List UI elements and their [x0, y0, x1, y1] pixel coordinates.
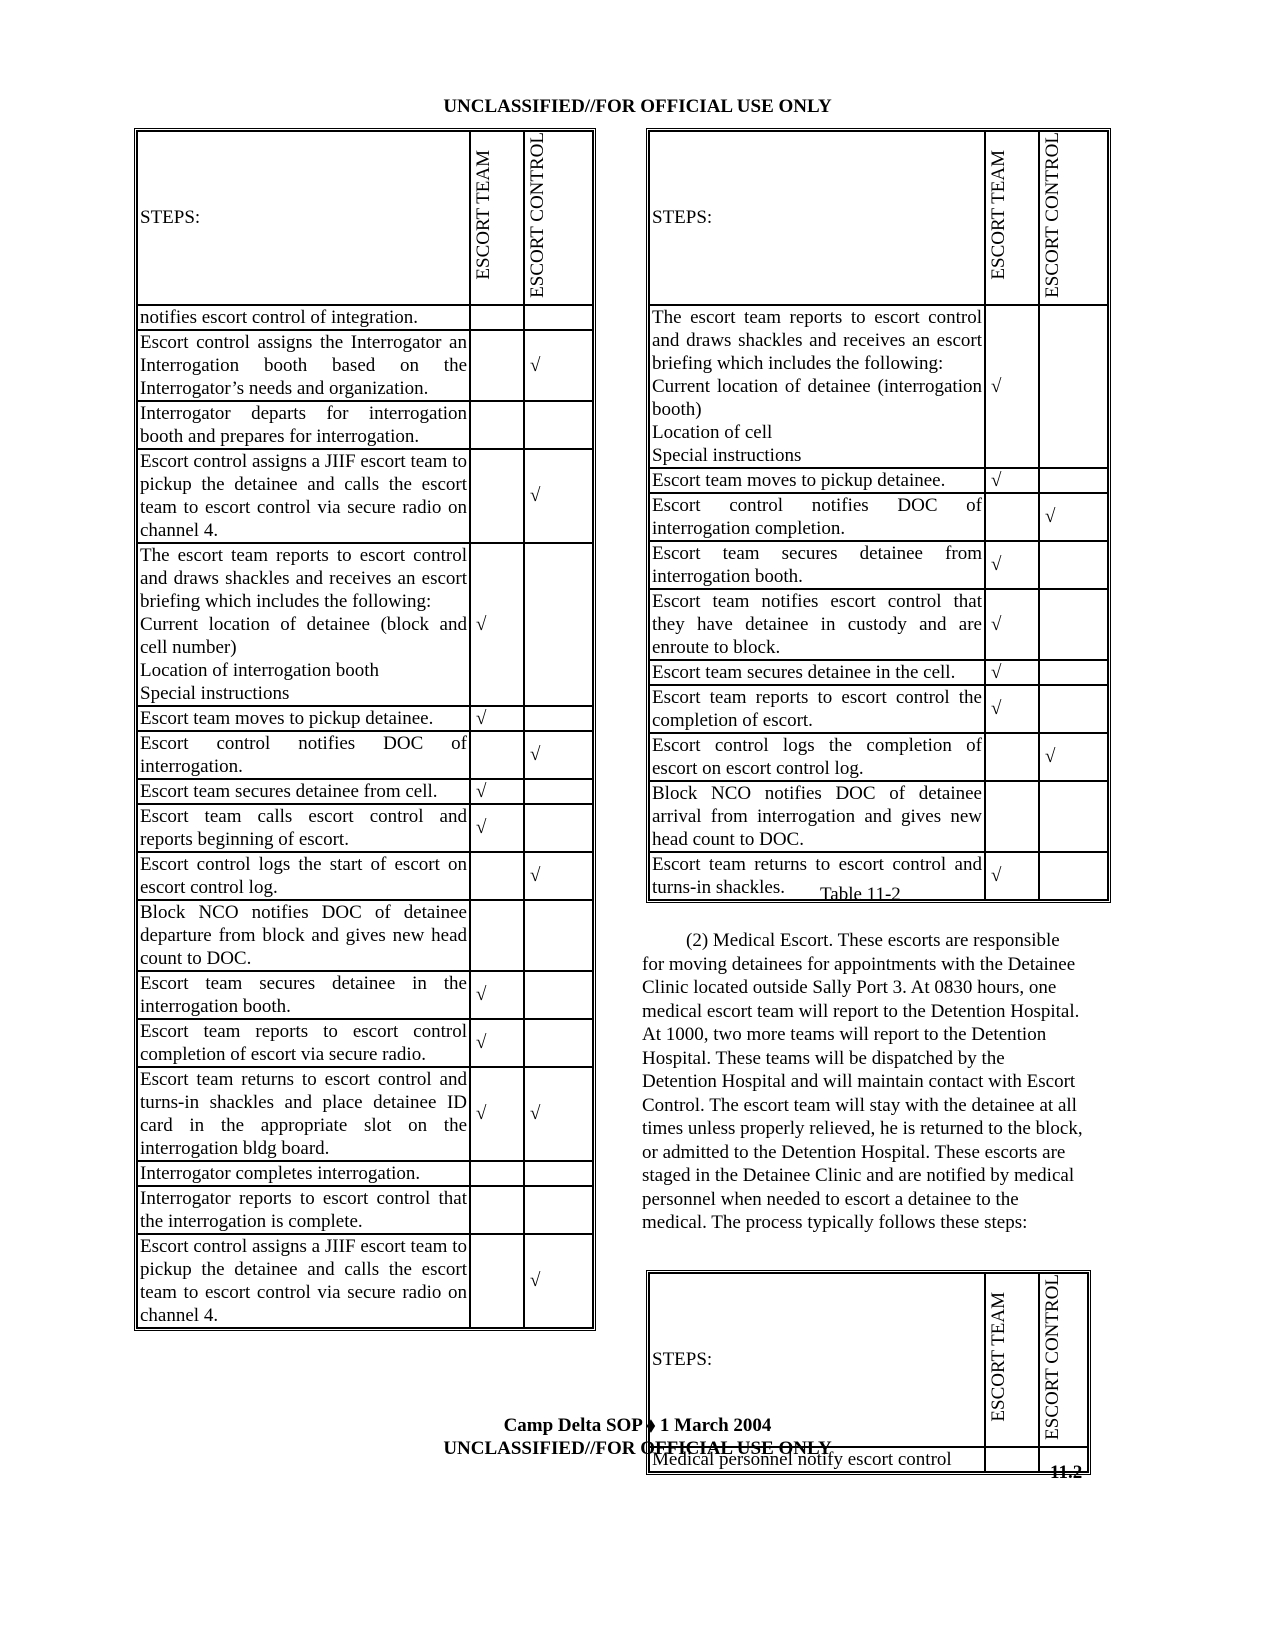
step-text-line: Block NCO notifies DOC of detainee departure from block and gives new head count to DOC.	[140, 901, 467, 969]
escort-team-check	[985, 733, 1039, 781]
escort-control-check	[524, 1019, 593, 1067]
medical-escort-paragraph: (2) Medical Escort. These escorts are responsible for moving detainees for appointments with the Detainee Clinic located outside Sally Port 3. At 0830 hours, one medical escort team will report to the Detention Hospital. At 1000, two more teams will report to the Detention Hospital. These teams will be dispatched by the Detention Hospital and will maintain contact with Escort Control. The escort team will stay with the detainee at all times unless properly relieved, he is returned to the block, or admitted to the Detention Hospital. These escorts are staged in the Detainee Clinic and are notified by medical personnel when needed to escort a detainee to the medical. The process typically follows these steps:	[642, 930, 1083, 1233]
step-text	[137, 706, 470, 731]
step-text-line: Escort team secures detainee in the interrogation booth.	[140, 972, 467, 1017]
escort-team-check: √	[470, 804, 524, 852]
escort-control-check	[524, 305, 593, 330]
step-text	[649, 589, 985, 660]
step-text-line: Location of interrogation booth	[140, 659, 380, 681]
table-row	[649, 305, 1108, 468]
escort-team-check	[470, 731, 524, 779]
step-text-line: Location of cell	[652, 421, 773, 443]
table-row	[649, 660, 1108, 685]
classification-header: UNCLASSIFIED//FOR OFFICIAL USE ONLY	[443, 96, 832, 117]
step-text-line: Escort control assigns a JIIF escort team to pickup the detainee and calls the escort team to escort control via secure radio on channel 4.	[140, 450, 467, 541]
escort-control-check	[1039, 305, 1108, 468]
step-text	[649, 660, 985, 685]
table-row	[137, 779, 593, 804]
escort-team-check	[470, 305, 524, 330]
classification-footer: UNCLASSIFIED//FOR OFFICIAL USE ONLY	[443, 1438, 832, 1459]
escort-team-check: √	[985, 541, 1039, 589]
escort-team-check	[470, 449, 524, 543]
table-row	[137, 1019, 593, 1067]
step-text-line: Current location of detainee (block and cell number)	[140, 613, 467, 658]
escort-team-check: √	[985, 589, 1039, 660]
escort-control-check	[1039, 589, 1108, 660]
escort-control-check: √	[1039, 493, 1108, 541]
step-text-line: Escort control assigns a JIIF escort team to pickup the detainee and calls the escort team to escort control via secure radio on channel 4.	[140, 1235, 467, 1326]
escort-team-check: √	[470, 1067, 524, 1161]
step-text-line: Medical personnel notify escort control	[652, 1448, 952, 1470]
escort-control-check: √	[524, 731, 593, 779]
table-caption: Table 11-2	[820, 884, 901, 905]
escort-control-check	[1039, 685, 1108, 733]
escort-control-check: √	[524, 1234, 593, 1328]
step-text-line: Escort control notifies DOC of interrogation.	[140, 732, 467, 777]
escort-control-check	[524, 543, 593, 706]
step-text	[137, 1234, 470, 1328]
escort-control-check	[1039, 852, 1108, 900]
step-text	[137, 779, 470, 804]
escort-team-check: √	[470, 971, 524, 1019]
escort-team-check	[470, 852, 524, 900]
step-text	[137, 401, 470, 449]
escort-team-check: √	[985, 468, 1039, 493]
escort-control-check	[1039, 660, 1108, 685]
table-row	[137, 852, 593, 900]
step-text-line: Special instructions	[652, 444, 802, 466]
escort-team-check: √	[470, 543, 524, 706]
table-row	[649, 541, 1108, 589]
step-text	[137, 1186, 470, 1234]
escort-team-check	[470, 1234, 524, 1328]
table-row	[137, 1234, 593, 1328]
escort-team-check: √	[470, 1019, 524, 1067]
escort-team-column-header: ESCORT TEAM	[988, 150, 1009, 280]
step-text	[649, 493, 985, 541]
step-text	[137, 971, 470, 1019]
escort-control-check	[1039, 468, 1108, 493]
escort-control-check	[524, 1161, 593, 1186]
step-text-line: The escort team reports to escort control and draws shackles and receives an escort briefing which includes the following:	[652, 306, 982, 374]
escort-control-check	[524, 401, 593, 449]
step-text	[137, 449, 470, 543]
step-text-line: Escort team reports to escort control completion of escort via secure radio.	[140, 1020, 467, 1065]
step-text	[649, 541, 985, 589]
escort-team-check: √	[985, 685, 1039, 733]
step-text-line: Interrogator completes interrogation.	[140, 1162, 421, 1184]
step-text-line: Escort control logs the start of escort on escort control log.	[140, 853, 467, 898]
table-row	[137, 706, 593, 731]
step-text-line: Special instructions	[140, 682, 290, 704]
footer-title: Camp Delta SOP ⬧ 1 March 2004	[503, 1415, 772, 1436]
escort-team-column-header: ESCORT TEAM	[988, 1292, 1009, 1422]
escort-team-check: √	[985, 852, 1039, 900]
step-text-line: Escort control notifies DOC of interrogation completion.	[652, 494, 982, 539]
escort-team-check: √	[985, 660, 1039, 685]
step-text	[137, 1067, 470, 1161]
step-text-line: Interrogator departs for interrogation booth and prepares for interrogation.	[140, 402, 467, 447]
steps-column-header: STEPS:	[137, 131, 470, 305]
step-text-line: Escort control assigns the Interrogator an Interrogation booth based on the Interrogator’s needs and organization.	[140, 331, 467, 399]
step-text	[137, 1019, 470, 1067]
escort-steps-table-left	[134, 128, 596, 1331]
step-text-line: Escort team secures detainee from cell.	[140, 780, 438, 802]
table-row	[649, 733, 1108, 781]
table-row	[137, 401, 593, 449]
table-row	[137, 543, 593, 706]
step-text-line: Escort team returns to escort control and turns-in shackles and place detainee ID card in the appropriate slot on the interrogation bldg board.	[140, 1068, 467, 1159]
step-text	[649, 305, 985, 468]
table-row	[649, 468, 1108, 493]
escort-team-column-header: ESCORT TEAM	[473, 150, 494, 280]
escort-team-check	[470, 900, 524, 971]
step-text-line: Escort team calls escort control and reports beginning of escort.	[140, 805, 467, 850]
step-text	[649, 685, 985, 733]
escort-team-check	[470, 1161, 524, 1186]
table-row	[649, 493, 1108, 541]
escort-control-check	[524, 971, 593, 1019]
escort-control-check	[1039, 781, 1108, 852]
escort-team-check	[470, 330, 524, 401]
escort-team-check	[985, 781, 1039, 852]
step-text-line: notifies escort control of integration.	[140, 306, 419, 328]
step-text	[649, 468, 985, 493]
step-text-line: Escort team secures detainee in the cell.	[652, 661, 956, 683]
escort-control-check	[524, 900, 593, 971]
escort-control-check: √	[524, 330, 593, 401]
escort-team-check: √	[470, 706, 524, 731]
step-text-line: Block NCO notifies DOC of detainee arrival from interrogation and gives new head count to DOC.	[652, 782, 982, 850]
escort-team-check	[470, 401, 524, 449]
step-text-line: Escort team returns to escort control and turns-in shackles.	[652, 853, 982, 898]
step-text	[137, 900, 470, 971]
table-row	[137, 1161, 593, 1186]
table-row	[137, 305, 593, 330]
step-text	[137, 852, 470, 900]
escort-control-check	[524, 1186, 593, 1234]
step-text-line: Escort team moves to pickup detainee.	[140, 707, 434, 729]
table-row	[649, 781, 1108, 852]
table-row	[137, 971, 593, 1019]
step-text-line: Escort team moves to pickup detainee.	[652, 469, 946, 491]
escort-control-check	[524, 706, 593, 731]
step-text-line: Escort team reports to escort control the completion of escort.	[652, 686, 982, 731]
step-text	[137, 731, 470, 779]
step-text-line: The escort team reports to escort control and draws shackles and receives an escort briefing which includes the following:	[140, 544, 467, 612]
escort-control-column-header: ESCORT CONTROL	[1042, 1274, 1063, 1440]
escort-control-check: √	[524, 449, 593, 543]
step-text	[137, 804, 470, 852]
escort-control-check: √	[524, 852, 593, 900]
escort-control-check: √	[524, 1067, 593, 1161]
table-row	[137, 1186, 593, 1234]
steps-column-header: STEPS:	[649, 131, 985, 305]
step-text	[137, 330, 470, 401]
step-text	[649, 781, 985, 852]
steps-column-header: STEPS:	[649, 1273, 985, 1447]
table-row	[137, 731, 593, 779]
step-text-line: Escort control logs the completion of escort on escort control log.	[652, 734, 982, 779]
step-text	[137, 543, 470, 706]
escort-control-check	[524, 779, 593, 804]
table-row	[137, 330, 593, 401]
table-row	[137, 449, 593, 543]
table-row	[649, 589, 1108, 660]
step-text	[649, 733, 985, 781]
table-row	[137, 804, 593, 852]
step-text-line: Interrogator reports to escort control that the interrogation is complete.	[140, 1187, 467, 1232]
page-number: 11.2	[1050, 1462, 1083, 1483]
escort-steps-table-right	[646, 128, 1111, 903]
step-text-line: Escort team secures detainee from interrogation booth.	[652, 542, 982, 587]
escort-control-check	[1039, 541, 1108, 589]
table-row	[137, 900, 593, 971]
escort-control-check: √	[1039, 733, 1108, 781]
step-text	[137, 305, 470, 330]
table-row	[649, 685, 1108, 733]
escort-team-check	[470, 1186, 524, 1234]
escort-control-column-header: ESCORT CONTROL	[527, 132, 548, 298]
step-text-line: Escort team notifies escort control that they have detainee in custody and are enroute to block.	[652, 590, 982, 658]
table-row	[137, 1067, 593, 1161]
escort-team-check: √	[470, 779, 524, 804]
step-text	[137, 1161, 470, 1186]
escort-control-check	[524, 804, 593, 852]
escort-team-check	[985, 493, 1039, 541]
step-text	[649, 852, 985, 900]
escort-team-check: √	[985, 305, 1039, 468]
escort-control-column-header: ESCORT CONTROL	[1042, 132, 1063, 298]
step-text-line: Current location of detainee (interrogation booth)	[652, 375, 982, 420]
